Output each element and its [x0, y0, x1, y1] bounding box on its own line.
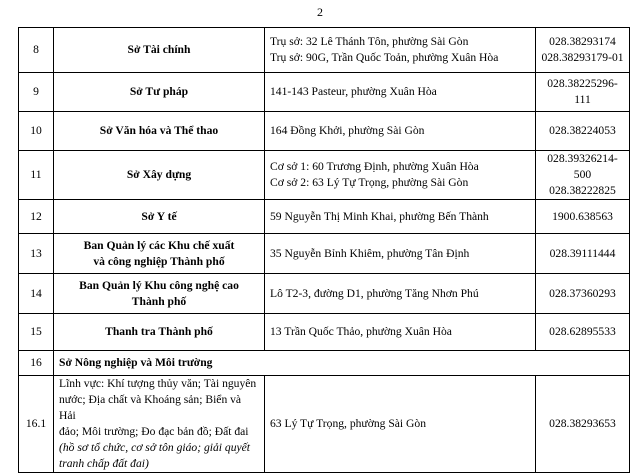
address-line: Cơ sở 1: 60 Trương Định, phường Xuân Hòa: [270, 160, 479, 173]
row-number: 10: [19, 112, 54, 151]
agency-name-line: Thành phố: [131, 294, 187, 308]
table-row: [19, 376, 630, 473]
agency-name: [54, 234, 265, 274]
agency-name: [54, 151, 265, 200]
agency-name: [54, 73, 265, 112]
row-number: 9: [19, 73, 54, 112]
phone-line: 028.38225296-111: [547, 77, 618, 106]
sector-line: đảo; Môi trường; Đo đạc bản đồ; Đất đai: [59, 425, 249, 438]
page-number: 2: [317, 5, 323, 19]
agency-name-line: Ban Quản lý các Khu chế xuất: [83, 238, 235, 252]
table-row: [19, 200, 630, 234]
agency-name-line: Sở Tư pháp: [129, 85, 189, 98]
phone-line: 028.62895533: [549, 325, 616, 338]
row-number: 16.1: [19, 376, 54, 473]
row-number: 11: [19, 151, 54, 200]
agency-phone: [536, 73, 630, 112]
table-row: [19, 351, 630, 376]
row-number: 14: [19, 274, 54, 314]
agency-phone: [536, 314, 630, 351]
table-row: [19, 274, 630, 314]
agency-name-line: và công nghiệp Thành phố: [93, 254, 225, 268]
table-row: [19, 314, 630, 351]
sector-line: nước; Địa chất và Khoáng sản; Biển và Hải: [59, 393, 242, 422]
agency-name: [54, 274, 265, 314]
agency-phone: [536, 234, 630, 274]
phone-line: 028.39326214-500: [547, 152, 618, 181]
address-line: Trụ sở: 32 Lê Thánh Tôn, phường Sài Gòn: [270, 35, 469, 48]
agency-address: [265, 314, 536, 351]
phone-line: 028.38293179-01: [541, 51, 624, 64]
agency-address: 63 Lý Tự Trọng, phường Sài Gòn: [265, 376, 536, 473]
phone-line: 028.37360293: [549, 286, 616, 300]
agency-phone: [536, 274, 630, 314]
phone-line: 028.38293174: [549, 35, 616, 48]
phone-line: 028.39111444: [549, 246, 616, 260]
agency-name: [54, 112, 265, 151]
agency-group-title: Sở Nông nghiệp và Môi trường: [54, 351, 630, 376]
agency-phone: [536, 200, 630, 234]
agency-address: [265, 112, 536, 151]
row-number: 13: [19, 234, 54, 274]
agency-name-line: Sở Văn hóa và Thể thao: [99, 124, 219, 137]
agency-address: [265, 151, 536, 200]
agency-address: [265, 274, 536, 314]
address-line: Cơ sở 2: 63 Lý Tự Trọng, phường Sài Gòn: [270, 176, 469, 189]
row-number: 15: [19, 314, 54, 351]
agency-address: [265, 28, 536, 73]
agency-contact-table: [18, 27, 630, 473]
agency-name: [54, 28, 265, 73]
address-line: Lô T2-3, đường D1, phường Tăng Nhơn Phú: [270, 286, 479, 300]
agency-address: [265, 234, 536, 274]
row-number: 12: [19, 200, 54, 234]
sector-note-line: (hồ sơ tổ chức, cơ sở tôn giáo; giải quyết: [59, 441, 251, 454]
address-line: Trụ sở: 90G, Trần Quốc Toản, phường Xuân Hòa: [270, 51, 499, 64]
agency-name-line: Sở Xây dựng: [126, 168, 192, 181]
table-row: [19, 151, 630, 200]
agency-name-line: Ban Quản lý Khu công nghệ cao: [79, 278, 239, 292]
address-line: 13 Trần Quốc Thảo, phường Xuân Hòa: [270, 325, 452, 338]
address-line: 59 Nguyễn Thị Minh Khai, phường Bến Thành: [270, 209, 489, 223]
phone-line: 028.38224053: [549, 124, 616, 137]
table-row: [19, 234, 630, 274]
sector-description: [54, 376, 265, 473]
agency-address: [265, 73, 536, 112]
agency-name: [54, 200, 265, 234]
table-row: [19, 28, 630, 73]
table-row: [19, 73, 630, 112]
phone-line: 028.38222825: [549, 184, 616, 197]
agency-name-line: Thanh tra Thành phố: [105, 325, 213, 338]
table-row: [19, 112, 630, 151]
agency-name-line: Sở Tài chính: [127, 43, 191, 56]
agency-phone: [536, 151, 630, 200]
agency-phone: [536, 28, 630, 73]
agency-name: [54, 314, 265, 351]
address-line: 164 Đồng Khởi, phường Sài Gòn: [270, 124, 425, 137]
agency-name-line: Sở Y tế: [141, 209, 177, 223]
address-line: 35 Nguyễn Bỉnh Khiêm, phường Tân Định: [270, 246, 470, 260]
address-line: 141-143 Pasteur, phường Xuân Hòa: [270, 85, 437, 98]
agency-address: [265, 200, 536, 234]
phone-line: 1900.638563: [552, 209, 613, 223]
agency-phone: 028.38293653: [536, 376, 630, 473]
agency-phone: [536, 112, 630, 151]
sector-note-line: tranh chấp đất đai): [59, 457, 149, 470]
sector-line: Lĩnh vực: Khí tượng thủy văn; Tài nguyên: [59, 377, 257, 390]
row-number: 16: [19, 351, 54, 376]
row-number: 8: [19, 28, 54, 73]
